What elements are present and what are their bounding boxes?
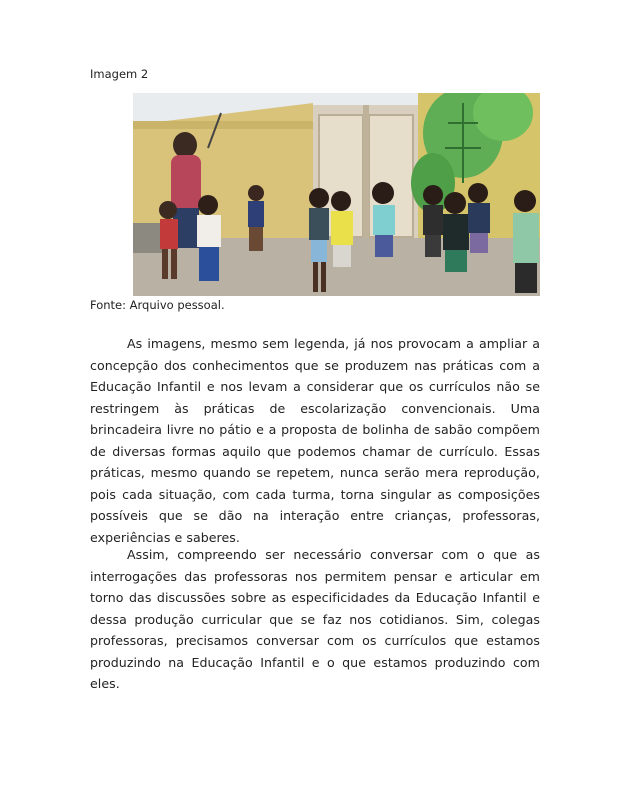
- figure-label: Imagem 2: [90, 67, 149, 81]
- photo-children-playing-in-patio: [133, 93, 540, 296]
- paragraph-1: As imagens, mesmo sem legenda, já nos provocam a ampliar a concepção dos conhecimentos que se produzem nas práticas com a Educação Infantil e nos levam a considerar que os currículos não se restringem às práticas de escolarização convencionais. Uma brincadeira livre no pátio e a proposta de bolinha de sabão compõem de diversas formas aquilo que podemos chamar de currículo. Essas práticas, mesmo quando se repetem, nunca serão mera reprodução, pois cada situação, com cada turma, torna singular as composições possíveis que se dão na interação entre crianças, professoras, experiências e saberes.: [90, 336, 540, 545]
- paragraph-2: Assim, compreendo ser necessário conversar com o que as interrogações das professoras nos permitem pensar e articular em torno das discussões sobre as especificidades da Educação Infantil e dessa produção curricular que se faz nos cotidianos. Sim, colegas professoras, precisamos conversar com os currículos que estamos produzindo na Educação Infantil e o que estamos produzindo com eles.: [90, 547, 540, 691]
- figure-source: Fonte: Arquivo pessoal.: [90, 298, 225, 312]
